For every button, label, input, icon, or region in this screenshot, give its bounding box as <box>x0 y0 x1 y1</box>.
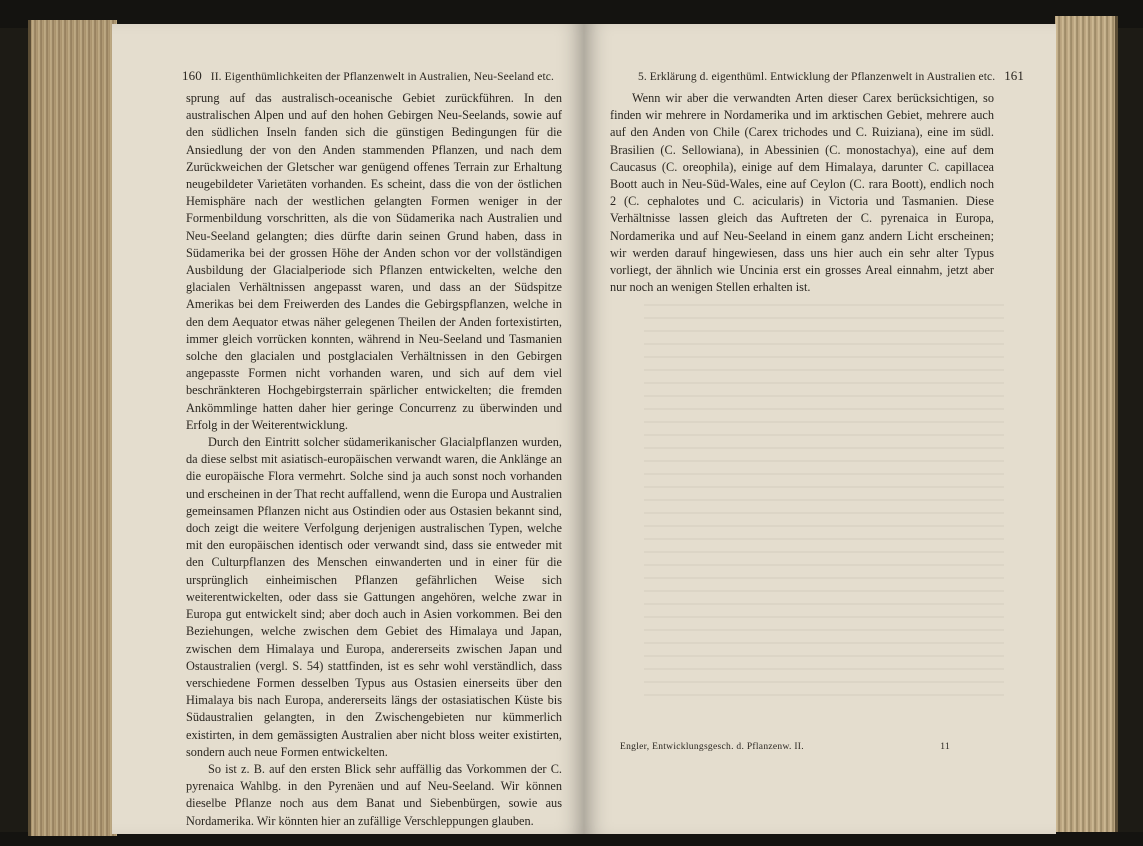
paragraph: Wenn wir aber die verwandten Arten dieser Carex berücksichtigen, so finden wir mehrere in Nordamerika und im arktischen Gebiet, mehrere auch auf den Anden von Chile (Carex trichodes und C. Ruiziana), eine im südl. Brasilien (C. Sellowiana), in Abessinien (C. monostachya), eine auf dem Caucasus (C. oreophila), einige auf dem Himalaya, darunter C. capillacea Boott auch in Neu-Süd-Wales, eine auf Ceylon (C. rara Boott), endlich noch 2 (C. cephalotes und C. acicularis) in Victoria und Tasmanien. Diese Verhältnisse lassen gleich das Auftreten der C. pyrenaica in Europa, Nordamerika und auf Neu-Seeland in einem ganz andern Licht erscheinen; wir werden darauf hingewiesen, dass uns hier auch ein sehr alter Typus vorliegt, der ähnlich wie Uncinia erst ein grosses Areal einnahm, jetzt aber nur noch an wenigen Stellen erhalten ist. <box>610 91 994 295</box>
left-page-number: 160 <box>182 68 202 83</box>
bottom-background <box>0 832 1143 846</box>
show-through-texture <box>644 304 1004 704</box>
left-page-edges <box>28 20 117 836</box>
right-running-header <box>624 68 1024 84</box>
paragraph: sprung auf das australisch-oceanische Gebiet zurückführen. In den australischen Alpen und auf den hohen Gebirgen Neu-Seelands, sowie auf den südlichen Inseln fanden sich die günstigen Bedingungen für die Ansiedlung der von den Anden stammenden Pflanzen, und nach dem Zurückweichen der Gletscher war genügend offenes Terrain zur Erhaltung neugebildeter Varietäten vorhanden. Es scheint, dass die von der östlichen Hemisphäre nach der westlichen gelangten Formen weniger in der Formenbildung vorschritten, als die von Südamerika nach Australien und Neu-Seeland gelangten; dies dürfte darin seinen Grund haben, dass in Südamerika bei der grossen Höhe der Anden schon vor der vollständigen Ausbildung der Glacialperiode sich Pflanzen entwickelten, welche den glacialen Verhältnissen angepasst waren, und dass an der Südspitze Amerikas bei dem Freiwerden des Landes die Gebirgspflanzen, welche in den dem Aequator etwas näher gelegenen Theilen der Anden fortexistirten, immer gleich vorrücken konnten, während in Neu-Seeland und Tasmanien solche den glacialen und postglacialen Verhältnissen in den Gebirgen angepasste Formen nicht vorhanden waren, und sich auf dem viel beschränkteren Hochgebirgsterrain spärlicher entwickelten; die fremden Ankömmlinge hatten daher hier geringe Concurrenz zu überwinden und Erfolg in der Weiterentwicklung. <box>186 91 562 432</box>
right-page-footer <box>620 742 950 752</box>
signature-mark: 11 <box>940 742 950 752</box>
right-header-title: 5. Erklärung d. eigenthüml. Entwicklung der Pflanzenwelt in Australien etc. <box>638 71 996 83</box>
footer-citation: Engler, Entwicklungsgesch. d. Pflanzenw. II. <box>620 742 804 752</box>
left-body-text <box>186 90 562 830</box>
right-body-text <box>610 90 994 296</box>
right-page-edges <box>1055 16 1118 832</box>
paragraph: So ist z. B. auf den ersten Blick sehr auffällig das Vorkommen der C. pyrenaica Wahlbg. in den Pyrenäen und auf Neu-Seeland. Wir können dieselbe Pflanze noch aus dem Banat und Siebenbürgen, sowie aus Nordamerika. Wir könnten hier an zufällige Verschleppungen glauben. <box>186 761 562 828</box>
paragraph: Durch den Eintritt solcher südamerikanischer Glacialpflanzen wurden, da diese selbst mit asiatisch-europäischen verwandt waren, die Anklänge an die europäische Flora vermehrt. Solche sind ja auch sonst noch vorhanden und erscheinen in der That recht auffallend, wenn die Europa und Australien gemeinsamen Pflanzen nicht aus Ostindien oder aus Ostasien bekannt sind, doch zeigt die weitere Verfolgung derjenigen australischen Typen, welche mit den europäischen identisch oder verwandt sind, dass sie entweder mit den Culturpflanzen des Menschen einwanderten und in einer für die ursprünglich einheimischen Pflanzen gefährlichen Weise sich weiterentwickelten, oder dass sie Gattungen angehören, welche zwar in Europa gut entwickelt sind; aber doch auch in Asien vorkommen. Bei den Beziehungen, welche zwischen dem Gebiet des Himalaya und Japan, zwischen dem Himalaya und Europa, andererseits zwischen Japan und Ostaustralien (vergl. S. 54) stattfinden, ist es sehr wohl verständlich, dass verschiedene Formen desselben Typus aus Ostasien einerseits über den Himalaya bis nach Europa, andererseits längs der ostasiatischen Küste bis Südaustralien gelangten, in den Zwischengebieten nur kümmerlich existirten, in dem gemässigten Australien aber nicht bloss weiter existirten, sondern auch neue Formen entwickelten. <box>186 435 562 759</box>
right-page-number: 161 <box>1004 68 1024 83</box>
right-page <box>584 24 1056 834</box>
left-page <box>112 24 584 834</box>
left-running-header <box>182 68 572 84</box>
left-header-title: II. Eigenthümlichkeiten der Pflanzenwelt in Australien, Neu-Seeland etc. <box>210 71 554 83</box>
